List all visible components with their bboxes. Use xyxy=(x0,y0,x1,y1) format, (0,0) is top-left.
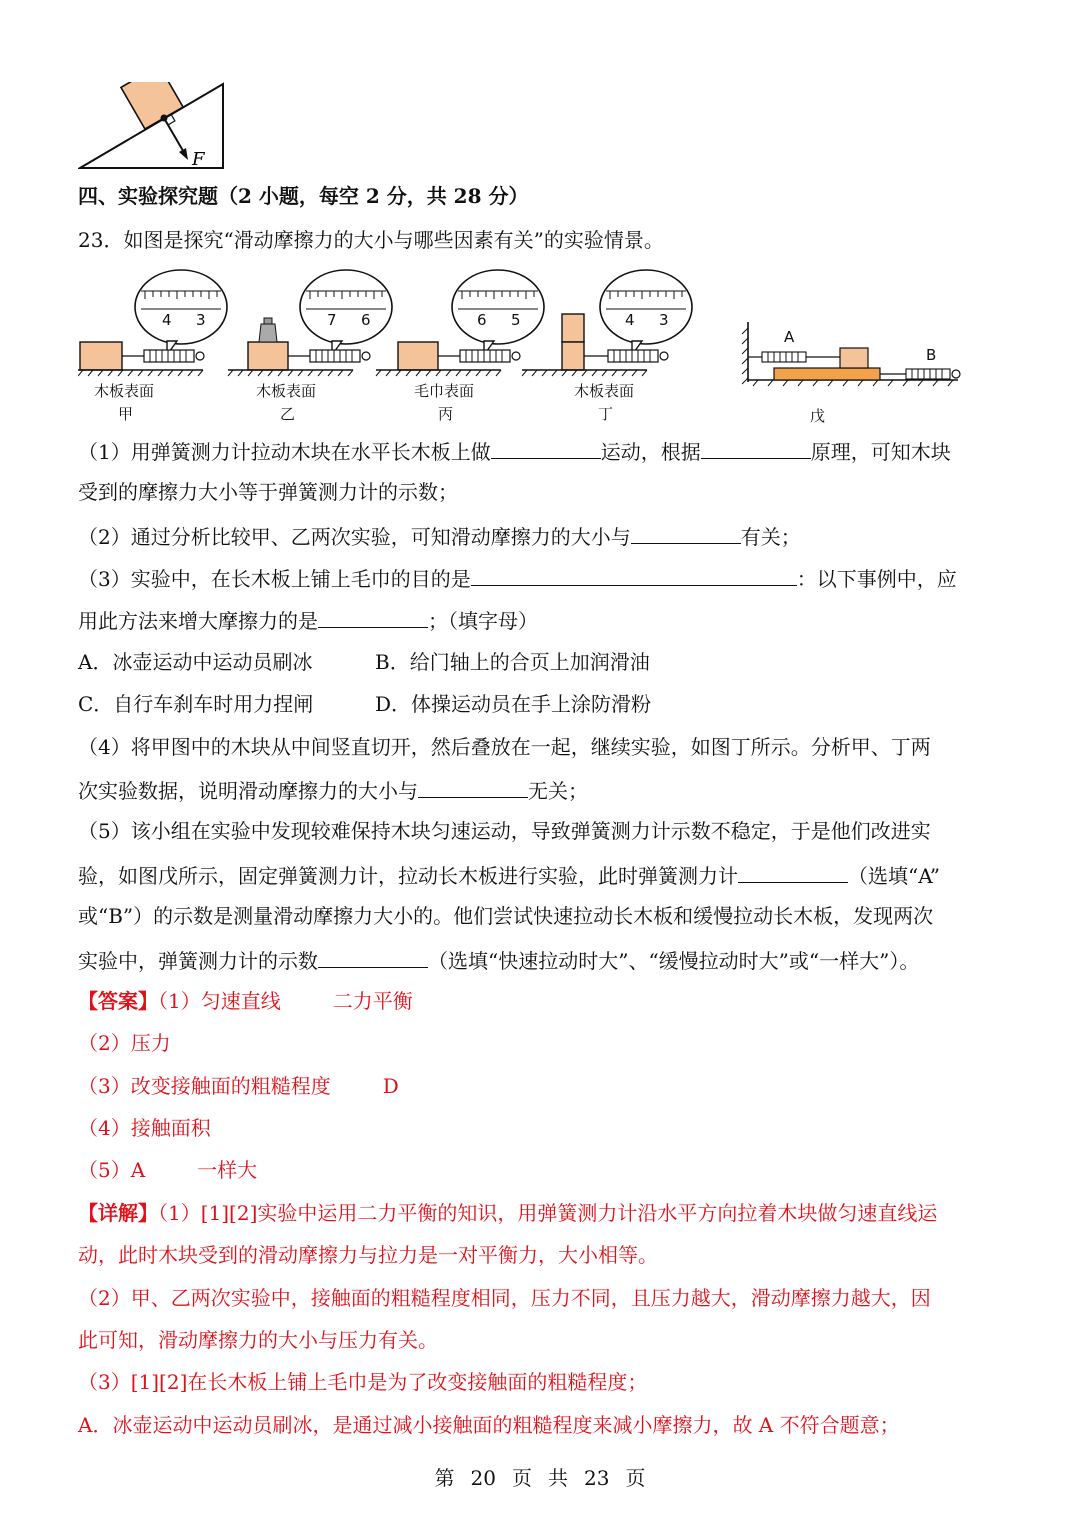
fig3-surface: 毛巾表面 xyxy=(414,382,475,400)
option-c: C．自行车刹车时用力捏闸 xyxy=(78,692,314,716)
fig5-label-b: B xyxy=(926,346,937,364)
fig2-name: 乙 xyxy=(280,405,296,423)
fig3-name: 丙 xyxy=(438,405,454,423)
detail-line6: A．冰壶运动中运动员刷冰，是通过减小接触面的粗糙程度来减小摩擦力，故 A 不符合题意； xyxy=(78,1413,900,1437)
blank-4 xyxy=(471,563,797,586)
fig1-name: 甲 xyxy=(118,405,134,423)
fig4-name: 丁 xyxy=(598,405,614,423)
q3-line1: （3）实验中，在长木板上铺上毛巾的目的是 ：以下事例中，应 xyxy=(78,563,957,593)
answer-tag: 【答案】 xyxy=(78,989,158,1013)
detail-line2: 动，此时木块受到的滑动摩擦力与拉力是一对平衡力，大小相等。 xyxy=(78,1243,658,1267)
fig1-surface: 木板表面 xyxy=(94,382,155,400)
blank-6 xyxy=(418,775,528,798)
incline-figure xyxy=(78,82,228,172)
answer-line2: （2）压力 xyxy=(78,1031,171,1055)
q1-line2: 受到的摩擦力大小等于弹簧测力计的示数； xyxy=(78,480,458,504)
fig2-tick-a: 7 xyxy=(327,311,337,329)
detail-line3: （2）甲、乙两次实验中，接触面的粗糙程度相同，压力不同，且压力越大，滑动摩擦力越大，因 xyxy=(78,1286,931,1310)
q4-line1: （4）将甲图中的木块从中间竖直切开，然后叠放在一起，继续实验，如图丁所示。分析甲、丁两 xyxy=(78,735,931,759)
fig2-surface: 木板表面 xyxy=(256,382,317,400)
fig4-surface: 木板表面 xyxy=(574,382,635,400)
q3-line2: 用此方法来增大摩擦力的是 ；（填字母） xyxy=(78,605,538,635)
q5-line4: 实验中，弹簧测力计的示数 （选填“快速拉动时大”、“缓慢拉动时大”或“一样大”）。 xyxy=(78,945,919,975)
fig4-tick-a: 4 xyxy=(625,311,635,329)
section-title: 四、实验探究题（2 小题，每空 2 分，共 28 分） xyxy=(78,184,529,208)
fig5-name: 戊 xyxy=(810,407,826,425)
answer-line5: （5）A 一样大 xyxy=(78,1158,258,1182)
fig5-label-a: A xyxy=(784,328,795,346)
q5-line2: 验，如图戊所示，固定弹簧测力计，拉动长木板进行实验，此时弹簧测力计 （选填“A” xyxy=(78,860,940,890)
q2-line: （2）通过分析比较甲、乙两次实验，可知滑动摩擦力的大小与 有关； xyxy=(78,521,801,551)
detail-line4: 此可知，滑动摩擦力的大小与压力有关。 xyxy=(78,1328,438,1352)
q1-line1: （1）用弹簧测力计拉动木块在水平长木板上做 运动，根据 原理，可知木块 xyxy=(78,436,951,466)
detail-tag: 【详解】 xyxy=(78,1201,158,1225)
option-b: B．给门轴上的合页上加润滑油 xyxy=(375,650,650,674)
blank-7 xyxy=(738,860,848,883)
blank-1 xyxy=(491,436,601,459)
detail-line5: （3）[1][2]在长木板上铺上毛巾是为了改变接触面的粗糙程度； xyxy=(78,1370,648,1394)
answer-line3: （3）改变接触面的粗糙程度 D xyxy=(78,1074,399,1098)
answer-line1: 【答案】（1）匀速直线 二力平衡 xyxy=(78,989,413,1013)
blank-5 xyxy=(318,605,428,628)
q5-line1: （5）该小组在实验中发现较难保持木块匀速运动，导致弹簧测力计示数不稳定，于是他们改进实 xyxy=(78,819,931,843)
fig3-tick-b: 5 xyxy=(511,311,521,329)
fig4-tick-b: 3 xyxy=(659,311,669,329)
option-a: A．冰壶运动中运动员刷冰 xyxy=(78,650,313,674)
detail-line1: 【详解】（1）[1][2]实验中运用二力平衡的知识，用弹簧测力计沿水平方向拉着木块做匀速直线运 xyxy=(78,1201,938,1225)
q4-line2: 次实验数据，说明滑动摩擦力的大小与 无关； xyxy=(78,775,588,805)
fig1-tick-a: 4 xyxy=(162,311,172,329)
q5-line3: 或“B”）的示数是测量滑动摩擦力大小的。他们尝试快速拉动长木板和缓慢拉动长木板，发现两次 xyxy=(78,904,934,928)
page-footer: 第 20 页 共 23 页 xyxy=(434,1466,646,1490)
answer-line4: （4）接触面积 xyxy=(78,1116,211,1140)
fig3-tick-a: 6 xyxy=(477,311,487,329)
option-d: D．体操运动员在手上涂防滑粉 xyxy=(375,692,652,716)
blank-8 xyxy=(318,945,428,968)
blank-2 xyxy=(701,436,811,459)
blank-3 xyxy=(631,521,741,544)
fig1-tick-b: 3 xyxy=(196,311,206,329)
force-label: F xyxy=(192,149,205,170)
question-intro: 23．如图是探究“滑动摩擦力的大小与哪些因素有关”的实验情景。 xyxy=(78,228,664,252)
fig2-tick-b: 6 xyxy=(361,311,371,329)
